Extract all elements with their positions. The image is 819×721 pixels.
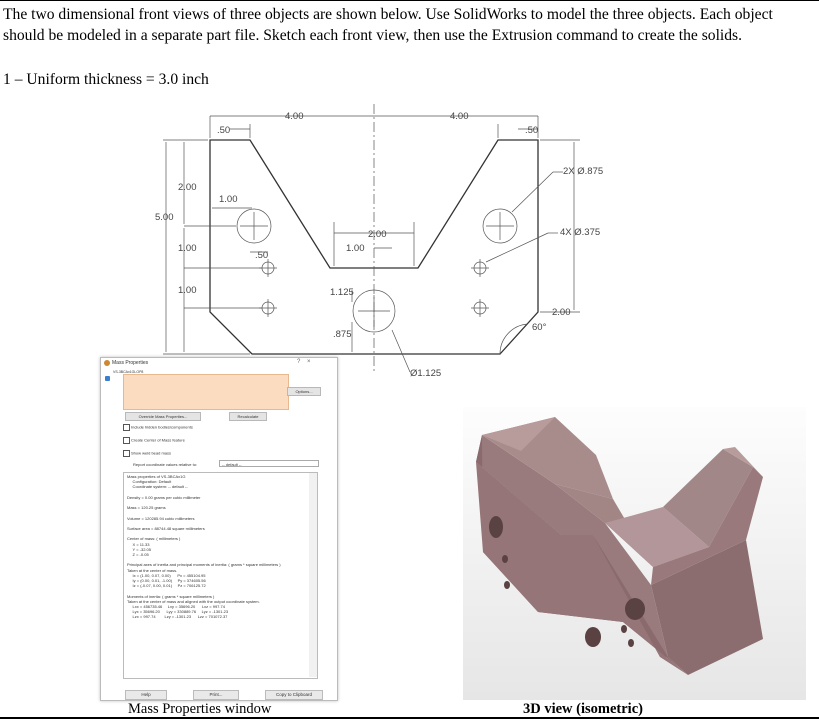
close-icon[interactable]: × — [307, 359, 311, 365]
output-line: Iy = (0.00, 0.01, -1.00) Py = 374605.56 — [127, 578, 206, 584]
output-line: Taken at the center of mass. — [127, 567, 178, 573]
create-com-checkbox[interactable] — [123, 437, 185, 444]
dim-center-hole-lower: .875 — [333, 329, 352, 340]
help-icon[interactable]: ? — [297, 359, 301, 365]
output-line: Mass properties of VS-3BCAx1G — [127, 474, 186, 479]
part-icon — [105, 376, 110, 381]
front-view-drawing — [150, 100, 610, 385]
override-button[interactable]: Override Mass Properties... — [125, 412, 201, 421]
output-line: Configuration: Default — [127, 479, 172, 485]
dim-right-offset: .50 — [525, 125, 539, 136]
output-line: Lyx = 35696.20 Lyy = 330889.76 Lyz = -1301.23 — [127, 609, 229, 615]
note-center-hole: Ø1.125 — [410, 368, 442, 379]
dim-left-offset: .50 — [217, 125, 231, 136]
iso-hole-large-front — [489, 516, 503, 538]
bottom-rule — [0, 717, 819, 719]
note-small-holes: 4X Ø.375 — [560, 227, 601, 238]
output-line: Density = 0.00 grams per cubic millimeter — [127, 494, 201, 500]
report-coords-label: Report coordinate values relative to: — [133, 462, 198, 467]
output-line: Z = -0.05 — [127, 552, 149, 558]
selected-item-label: VS-3BCAx1GLOP8 — [113, 370, 144, 374]
output-line: X = 11.33 — [127, 541, 150, 547]
dim-right-height: 2.00 — [552, 307, 571, 318]
show-weld-checkbox[interactable] — [123, 450, 171, 457]
output-line: Center of mass: ( millimeters ) — [127, 536, 181, 542]
output-line: Ix = (1.00, 0.07, 0.00) Px = 455104.95 — [127, 572, 206, 578]
output-line: Mass = 120.25 grams — [127, 505, 166, 511]
iso-view-caption: 3D view (isometric) — [523, 701, 643, 717]
show-weld-label: Show weld bead mass — [131, 450, 172, 456]
output-line: Principal axes of inertia and principal moments of inertia: ( grams * square millimeters ) — [127, 562, 281, 568]
create-com-label: Create Center of Mass feature — [131, 437, 185, 443]
coordinate-system-select[interactable]: -- default -- — [219, 460, 319, 467]
dim-center-hole-height: 1.125 — [330, 287, 354, 298]
dim-left-lower-height: 1.00 — [178, 285, 197, 296]
output-line: Y = -32.05 — [127, 546, 151, 552]
window-titlebar — [101, 358, 337, 368]
output-scrollbar[interactable] — [309, 473, 317, 677]
dim-slot-width: 2.00 — [368, 229, 387, 240]
solidworks-icon — [104, 360, 110, 366]
dim-hole-from-left: 1.00 — [219, 194, 238, 205]
dim-slot-offset: 1.00 — [346, 243, 365, 254]
mass-window-caption: Mass Properties window — [128, 701, 272, 717]
output-line: Moments of inertia: ( grams * square millimeters ) — [127, 593, 215, 599]
output-line: Lzx = 997.74 Lzy = -1301.23 Lzz = 701072.37 — [127, 614, 228, 620]
output-line: Coordinate system: -- default -- — [127, 484, 188, 490]
include-hidden-label: Include hidden bodies/components — [131, 424, 193, 430]
recalculate-button[interactable]: Recalculate — [229, 412, 267, 421]
print-button[interactable]: Print... — [193, 690, 239, 700]
output-line: Surface area = 88744.48 square millimeters — [127, 526, 205, 532]
copy-clipboard-button[interactable]: Copy to Clipboard — [265, 690, 323, 700]
output-line: Lxx = 456735.46 Lxy = 35696.20 Lxz = 997.74 — [127, 604, 225, 610]
dim-overall-height: 5.00 — [155, 212, 174, 223]
mass-properties-output — [123, 472, 318, 679]
note-large-holes: 2X Ø.875 — [563, 166, 604, 177]
dim-angle: 60° — [532, 322, 547, 333]
options-button[interactable]: Options... — [287, 387, 321, 396]
dim-left-upper-height: 2.00 — [178, 182, 197, 193]
dim-top-right: 4.00 — [450, 111, 469, 122]
output-line: Volume = 120285.94 cubic millimeters — [127, 515, 195, 521]
output-line: Iz = (-0.07, 0.00, 0.01) Pz = 706125.72 — [127, 583, 206, 589]
dim-small-hole-offset: .50 — [255, 250, 269, 261]
output-line: Taken at the center of mass and aligned with the output coordinate system. — [127, 598, 260, 604]
dim-left-mid-height: 1.00 — [178, 243, 197, 254]
mass-properties-window — [100, 357, 338, 701]
dim-top-left: 4.00 — [285, 111, 304, 122]
help-button[interactable]: Help — [125, 690, 167, 700]
top-rule — [0, 0, 819, 1]
include-hidden-checkbox[interactable] — [123, 424, 193, 431]
instructions-text: The two dimensional front views of three objects are shown below. Use SolidWorks to model the three objects. Each object should be modeled in a separate part file. Sketch each front view, then use the Extrusion command to create the solids. — [3, 6, 773, 44]
object-1-heading: 1 – Uniform thickness = 3.0 inch — [3, 71, 209, 88]
isometric-3d-view — [463, 407, 806, 700]
selection-list[interactable] — [123, 374, 289, 410]
window-title: Mass Properties — [112, 360, 149, 366]
